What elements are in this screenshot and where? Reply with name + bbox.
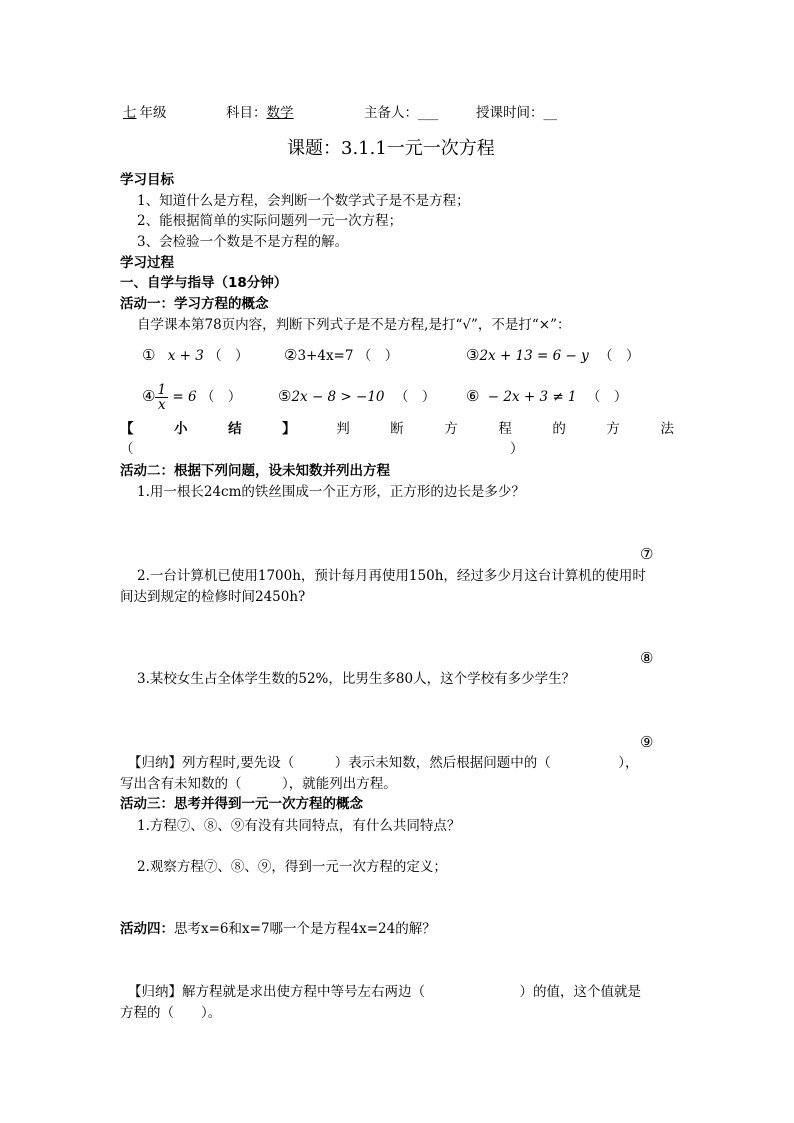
activity3-question: 2.观察方程⑦、⑧、⑨，得到一元一次方程的定义； — [137, 859, 447, 875]
fraction-denominator: x — [157, 397, 166, 413]
expression-item — [142, 378, 241, 415]
summary-line — [120, 420, 674, 438]
equation-mark: ⑧ — [640, 649, 654, 667]
item-expression: − 2x + 3 ≠ 1 — [487, 389, 577, 405]
activity4-line — [120, 920, 436, 938]
lesson-time — [476, 104, 557, 122]
activity3-question: 1.方程⑦、⑧、⑨有没有共同特点，有什么共同特点？ — [137, 818, 461, 834]
expression-item — [466, 346, 640, 365]
summary-char: 】 — [282, 421, 296, 437]
grade-value: 七 — [123, 105, 137, 121]
item-expression: x + 3 — [167, 348, 204, 364]
summary-char: 方 — [606, 421, 620, 437]
activity4-text: 思考x=6和x=7哪一个是方程4x=24的解？ — [174, 921, 436, 937]
activity2-conclusion: 【归纳】列方程时,要先设（ ）表示未知数，然后根据问题中的（ ）， — [128, 755, 639, 771]
summary-char: 程 — [498, 421, 512, 437]
expression-item — [466, 387, 627, 406]
objectives-heading: 学习目标 — [120, 172, 174, 188]
item-number: ① — [142, 346, 156, 364]
item-answer-blank: （ ） — [586, 389, 628, 405]
activity1-instruction: 自学课本第78页内容，判断下列式子是不是方程,是打“√”，不是打“×”： — [137, 317, 571, 333]
item-number: ⑥ — [466, 387, 480, 405]
summary-char: 断 — [390, 421, 404, 437]
preparer-blank: ___ — [418, 105, 439, 121]
subject — [226, 104, 300, 122]
activity1-heading: 活动一：学习方程的概念 — [120, 296, 269, 312]
fraction-numerator: 1 — [157, 382, 167, 398]
item-number: ④ — [142, 387, 156, 405]
preparer — [364, 104, 438, 122]
fraction — [155, 383, 168, 412]
activity2-question: 1.用一根长24cm的铁丝围成一个正方形，正方形的边长是多少？ — [137, 484, 525, 500]
activity2-conclusion: 写出含有未知数的（ ），就能列出方程。 — [120, 776, 397, 792]
item-answer-blank: （ ） — [200, 389, 242, 405]
item-expression: = 6 — [172, 389, 197, 405]
summary-char: 小 — [174, 421, 188, 437]
expression-item — [278, 387, 435, 406]
summary-char: 方 — [444, 421, 458, 437]
subject-value: 数学 — [266, 105, 294, 121]
objective-item: 2、能根据简单的实际问题列一元一次方程； — [137, 213, 403, 229]
activity2-question: 2.一台计算机已使用1700h，预计每月再使用150h，经过多少月这台计算机的使用时 — [137, 568, 646, 584]
grade-label: 年级 — [139, 105, 167, 121]
activity2-heading: 活动二：根据下列问题，设未知数并列出方程 — [120, 463, 390, 479]
item-answer-blank: （ ） — [599, 348, 640, 364]
time-label: 授课时间： — [476, 105, 544, 121]
subject-label: 科目： — [226, 105, 267, 121]
expression-item — [284, 346, 398, 365]
item-expression: 2x + 13 = 6 − y — [479, 348, 589, 364]
item-answer-blank: （ ） — [208, 348, 249, 364]
item-answer-blank: （ ） — [394, 389, 436, 405]
header-line — [120, 104, 167, 122]
page-title: 课题：3.1.1一元一次方程 — [287, 138, 495, 159]
activity2-question: 3.某校女生占全体学生数的52%，比男生多80人，这个学校有多少学生？ — [137, 671, 576, 687]
activity4-heading: 活动四： — [120, 921, 174, 937]
item-expression: 2x − 8 > −10 — [291, 389, 385, 405]
item-expression: 3+4x=7 — [297, 348, 354, 364]
preparer-label: 主备人： — [364, 105, 418, 121]
objective-item: 1、知道什么是方程，会判断一个数学式子是不是方程； — [137, 193, 470, 209]
time-blank: __ — [543, 105, 557, 121]
section-heading: 一、自学与指导（18分钟） — [120, 275, 288, 291]
summary-char: 的 — [552, 421, 566, 437]
final-conclusion: 【归纳】解方程就是求出使方程中等号左右两边（ ）的值，这个值就是 — [128, 984, 641, 1000]
item-answer-blank: （ ） — [357, 348, 399, 364]
item-number: ⑤ — [278, 387, 292, 405]
equation-mark: ⑦ — [640, 545, 654, 563]
summary-close-paren: ） — [510, 441, 524, 457]
summary-open-paren: （ — [120, 441, 134, 457]
summary-char: 判 — [336, 421, 350, 437]
expression-item — [142, 346, 249, 365]
activity3-heading: 活动三：思考并得到一元一次方程的概念 — [120, 796, 363, 812]
summary-char: 法 — [660, 421, 674, 437]
summary-char: 结 — [228, 421, 242, 437]
process-heading: 学习过程 — [120, 255, 174, 271]
item-number: ③ — [466, 346, 480, 364]
objective-item: 3、会检验一个数是不是方程的解。 — [137, 234, 349, 250]
summary-char: 【 — [120, 421, 134, 437]
item-number: ② — [284, 346, 298, 364]
final-conclusion: 方程的（ ）。 — [120, 1005, 222, 1021]
activity2-question: 间达到规定的检修时间2450h? — [120, 589, 306, 605]
equation-mark: ⑨ — [640, 733, 654, 751]
